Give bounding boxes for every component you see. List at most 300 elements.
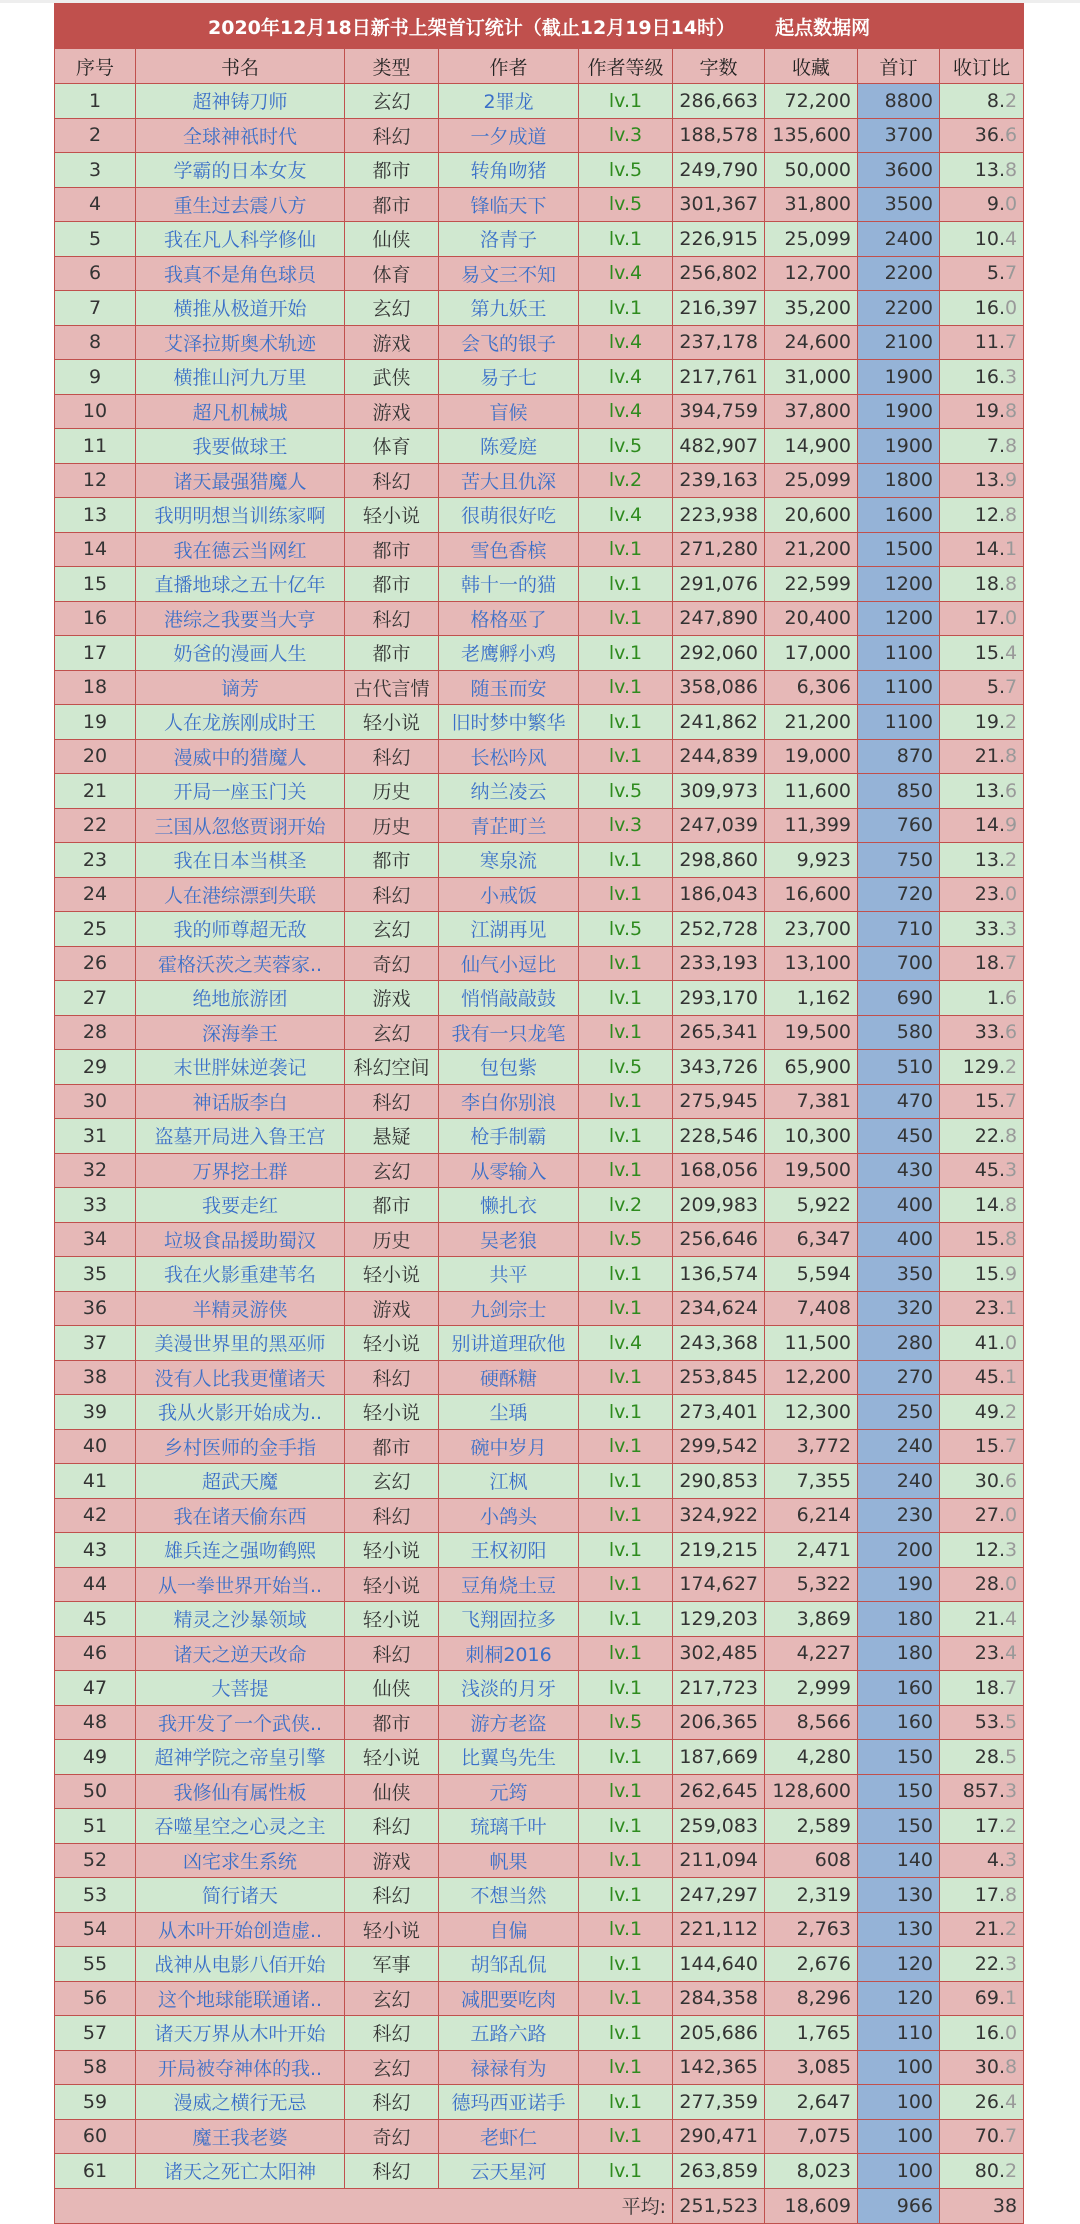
table-row bbox=[55, 325, 1024, 360]
book-name-link[interactable]: 我在诸天偷东西 bbox=[136, 1498, 345, 1533]
author-link[interactable]: 比翼鸟先生 bbox=[439, 1740, 579, 1775]
author-link[interactable]: 德玛西亚诺手 bbox=[439, 2085, 579, 2120]
row-no: 7 bbox=[55, 291, 136, 326]
author-link[interactable]: 青芷町兰 bbox=[439, 808, 579, 843]
author-level: lv.4 bbox=[579, 1326, 673, 1361]
fav-sub-ratio: 13.6 bbox=[940, 774, 1024, 809]
book-name-link[interactable]: 我要做球王 bbox=[136, 429, 345, 464]
author-link[interactable]: 2罪龙 bbox=[439, 84, 579, 119]
table-row bbox=[55, 1705, 1024, 1740]
book-name-link[interactable]: 诸天之逆天改命 bbox=[136, 1636, 345, 1671]
favorites-count: 22,599 bbox=[765, 567, 858, 602]
book-name-link[interactable]: 我明明想当训练家啊 bbox=[136, 498, 345, 533]
fav-sub-ratio: 23.4 bbox=[940, 1636, 1024, 1671]
author-level: lv.1 bbox=[579, 567, 673, 602]
book-name-link[interactable]: 我在德云当网红 bbox=[136, 532, 345, 567]
book-type: 玄幻 bbox=[345, 1464, 439, 1499]
book-name-link[interactable]: 魔王我老婆 bbox=[136, 2119, 345, 2154]
author-link[interactable]: 吴老狼 bbox=[439, 1222, 579, 1257]
row-no: 38 bbox=[55, 1360, 136, 1395]
row-no: 15 bbox=[55, 567, 136, 602]
book-type: 科幻 bbox=[345, 1878, 439, 1913]
ratio-decimal: 3 bbox=[1005, 365, 1018, 388]
ratio-decimal: 2 bbox=[1005, 1814, 1018, 1837]
book-name-link[interactable]: 人在港综漂到失联 bbox=[136, 877, 345, 912]
book-name-link[interactable]: 万界挖土群 bbox=[136, 1153, 345, 1188]
ratio-decimal: 2 bbox=[1005, 710, 1018, 733]
table-row bbox=[55, 1464, 1024, 1499]
author-level: lv.1 bbox=[579, 1015, 673, 1050]
word-count: 241,862 bbox=[673, 705, 765, 740]
word-count: 168,056 bbox=[673, 1153, 765, 1188]
row-no: 5 bbox=[55, 222, 136, 257]
book-name-link[interactable]: 从一拳世界开始当.. bbox=[136, 1567, 345, 1602]
book-name-link[interactable]: 超武天魔 bbox=[136, 1464, 345, 1499]
favorites-count: 13,100 bbox=[765, 946, 858, 981]
book-name-link[interactable]: 超神学院之帝皇引擎 bbox=[136, 1740, 345, 1775]
author-link[interactable]: 别讲道理砍他 bbox=[439, 1326, 579, 1361]
row-no: 23 bbox=[55, 843, 136, 878]
first-subscriptions: 1600 bbox=[858, 498, 940, 533]
book-type: 科幻 bbox=[345, 1498, 439, 1533]
author-link[interactable]: 随玉而安 bbox=[439, 670, 579, 705]
word-count: 302,485 bbox=[673, 1636, 765, 1671]
first-subscriptions: 870 bbox=[858, 739, 940, 774]
fav-sub-ratio: 49.2 bbox=[940, 1395, 1024, 1430]
fav-sub-ratio: 16.3 bbox=[940, 360, 1024, 395]
author-link[interactable]: 格格巫了 bbox=[439, 601, 579, 636]
book-name-link[interactable]: 诸天之死亡太阳神 bbox=[136, 2154, 345, 2189]
favorites-count: 2,319 bbox=[765, 1878, 858, 1913]
book-name-link[interactable]: 全球神祇时代 bbox=[136, 118, 345, 153]
table-row bbox=[55, 1050, 1024, 1085]
author-level: lv.5 bbox=[579, 429, 673, 464]
row-no: 33 bbox=[55, 1188, 136, 1223]
book-name-link[interactable]: 雄兵连之强吻鹤熙 bbox=[136, 1533, 345, 1568]
table-row bbox=[55, 1912, 1024, 1947]
fav-sub-ratio: 26.4 bbox=[940, 2085, 1024, 2120]
word-count: 187,669 bbox=[673, 1740, 765, 1775]
book-name-link[interactable]: 乡村医师的金手指 bbox=[136, 1429, 345, 1464]
ratio-decimal: 0 bbox=[1005, 1573, 1018, 1596]
table-row bbox=[55, 1119, 1024, 1154]
book-name-link[interactable]: 超凡机械城 bbox=[136, 394, 345, 429]
favorites-count: 3,869 bbox=[765, 1602, 858, 1637]
favorites-count: 5,322 bbox=[765, 1567, 858, 1602]
table-row bbox=[55, 1429, 1024, 1464]
first-subscriptions: 1100 bbox=[858, 705, 940, 740]
author-link[interactable]: 刺桐2016 bbox=[439, 1636, 579, 1671]
col-header-author[interactable]: 作者 bbox=[439, 49, 579, 84]
book-name-link[interactable]: 直播地球之五十亿年 bbox=[136, 567, 345, 602]
author-level: lv.1 bbox=[579, 1464, 673, 1499]
author-level: lv.5 bbox=[579, 1705, 673, 1740]
author-link[interactable]: 长松吟风 bbox=[439, 739, 579, 774]
table-row bbox=[55, 1878, 1024, 1913]
book-name-link[interactable]: 这个地球能联通诸.. bbox=[136, 1981, 345, 2016]
ratio-decimal: 3 bbox=[1005, 1849, 1018, 1872]
author-link[interactable]: 从零输入 bbox=[439, 1153, 579, 1188]
header-row bbox=[55, 49, 1024, 84]
row-no: 36 bbox=[55, 1291, 136, 1326]
ratio-decimal: 7 bbox=[1005, 1676, 1018, 1699]
author-link[interactable]: 小鸽头 bbox=[439, 1498, 579, 1533]
book-name-link[interactable]: 我真不是角色球员 bbox=[136, 256, 345, 291]
row-no: 46 bbox=[55, 1636, 136, 1671]
fav-sub-ratio: 36.6 bbox=[940, 118, 1024, 153]
first-subscriptions: 130 bbox=[858, 1912, 940, 1947]
word-count: 286,663 bbox=[673, 84, 765, 119]
first-subscriptions: 240 bbox=[858, 1429, 940, 1464]
author-level: lv.1 bbox=[579, 1947, 673, 1982]
ratio-decimal: 3 bbox=[1005, 1780, 1018, 1803]
ratio-decimal: 8 bbox=[1005, 2056, 1018, 2079]
ratio-decimal: 6 bbox=[1005, 1469, 1018, 1492]
book-name-link[interactable]: 凶宅求生系统 bbox=[136, 1843, 345, 1878]
fav-sub-ratio: 45.1 bbox=[940, 1360, 1024, 1395]
book-name-link[interactable]: 半精灵游侠 bbox=[136, 1291, 345, 1326]
row-no: 39 bbox=[55, 1395, 136, 1430]
book-name-link[interactable]: 漫威之横行无忌 bbox=[136, 2085, 345, 2120]
fav-sub-ratio: 19.8 bbox=[940, 394, 1024, 429]
book-name-link[interactable]: 漫威中的猎魔人 bbox=[136, 739, 345, 774]
author-link[interactable]: 一夕成道 bbox=[439, 118, 579, 153]
book-type: 科幻 bbox=[345, 739, 439, 774]
col-header-no[interactable]: 序号 bbox=[55, 49, 136, 84]
fav-sub-ratio: 5.7 bbox=[940, 256, 1024, 291]
author-link[interactable]: 我有一只龙笔 bbox=[439, 1015, 579, 1050]
book-name-link[interactable]: 横推山河九万里 bbox=[136, 360, 345, 395]
word-count: 263,859 bbox=[673, 2154, 765, 2189]
author-link[interactable]: 豆角烧土豆 bbox=[439, 1567, 579, 1602]
favorites-count: 9,923 bbox=[765, 843, 858, 878]
favorites-count: 1,162 bbox=[765, 981, 858, 1016]
fav-sub-ratio: 12.8 bbox=[940, 498, 1024, 533]
author-level: lv.1 bbox=[579, 1567, 673, 1602]
row-no: 12 bbox=[55, 463, 136, 498]
book-name-link[interactable]: 开局被夺神体的我.. bbox=[136, 2050, 345, 2085]
book-name-link[interactable]: 横推从极道开始 bbox=[136, 291, 345, 326]
author-link[interactable]: 寒泉流 bbox=[439, 843, 579, 878]
author-link[interactable]: 老鹰孵小鸡 bbox=[439, 636, 579, 671]
row-no: 16 bbox=[55, 601, 136, 636]
author-level: lv.1 bbox=[579, 1602, 673, 1637]
author-link[interactable]: 苦大且仇深 bbox=[439, 463, 579, 498]
author-link[interactable]: 王权初阳 bbox=[439, 1533, 579, 1568]
row-no: 26 bbox=[55, 946, 136, 981]
first-subscriptions: 2200 bbox=[858, 291, 940, 326]
first-subscriptions: 150 bbox=[858, 1740, 940, 1775]
fav-sub-ratio: 23.0 bbox=[940, 877, 1024, 912]
book-name-link[interactable]: 大菩提 bbox=[136, 1671, 345, 1706]
row-no: 31 bbox=[55, 1119, 136, 1154]
author-link[interactable]: 雪色香槟 bbox=[439, 532, 579, 567]
author-link[interactable]: 老虾仁 bbox=[439, 2119, 579, 2154]
book-name-link[interactable]: 我在日本当棋圣 bbox=[136, 843, 345, 878]
fav-sub-ratio: 11.7 bbox=[940, 325, 1024, 360]
table-row bbox=[55, 1636, 1024, 1671]
book-name-link[interactable]: 我从火影开始成为.. bbox=[136, 1395, 345, 1430]
table-row bbox=[55, 739, 1024, 774]
book-name-link[interactable]: 吞噬星空之心灵之主 bbox=[136, 1809, 345, 1844]
ratio-decimal: 4 bbox=[1005, 1607, 1018, 1630]
author-link[interactable]: 会飞的银子 bbox=[439, 325, 579, 360]
book-name-link[interactable]: 盗墓开局进入鲁王宫 bbox=[136, 1119, 345, 1154]
table-row bbox=[55, 1395, 1024, 1430]
author-link[interactable]: 洛青子 bbox=[439, 222, 579, 257]
row-no: 45 bbox=[55, 1602, 136, 1637]
author-link[interactable]: 自偏 bbox=[439, 1912, 579, 1947]
word-count: 129,203 bbox=[673, 1602, 765, 1637]
book-name-link[interactable]: 超神铸刀师 bbox=[136, 84, 345, 119]
book-name-link[interactable]: 学霸的日本女友 bbox=[136, 153, 345, 188]
author-link[interactable]: 浅淡的月牙 bbox=[439, 1671, 579, 1706]
row-no: 29 bbox=[55, 1050, 136, 1085]
author-level: lv.5 bbox=[579, 187, 673, 222]
book-name-link[interactable]: 我开发了一个武侠.. bbox=[136, 1705, 345, 1740]
table-row bbox=[55, 1015, 1024, 1050]
author-link[interactable]: 包包紫 bbox=[439, 1050, 579, 1085]
book-type: 游戏 bbox=[345, 394, 439, 429]
book-name-link[interactable]: 我的师尊超无敌 bbox=[136, 912, 345, 947]
favorites-count: 72,200 bbox=[765, 84, 858, 119]
favorites-count: 608 bbox=[765, 1843, 858, 1878]
word-count: 247,039 bbox=[673, 808, 765, 843]
book-name-link[interactable]: 战神从电影八佰开始 bbox=[136, 1947, 345, 1982]
col-header-words[interactable]: 字数 bbox=[673, 49, 765, 84]
row-no: 13 bbox=[55, 498, 136, 533]
table-row bbox=[55, 429, 1024, 464]
book-name-link[interactable]: 诸天万界从木叶开始 bbox=[136, 2016, 345, 2051]
book-name-link[interactable]: 神话版李白 bbox=[136, 1084, 345, 1119]
author-link[interactable]: 第九妖王 bbox=[439, 291, 579, 326]
book-type: 科幻 bbox=[345, 2016, 439, 2051]
author-link[interactable]: 悄悄敲敲鼓 bbox=[439, 981, 579, 1016]
book-name-link[interactable]: 绝地旅游团 bbox=[136, 981, 345, 1016]
first-subscriptions: 160 bbox=[858, 1671, 940, 1706]
col-header-name[interactable]: 书名 bbox=[136, 49, 345, 84]
author-level: lv.1 bbox=[579, 877, 673, 912]
row-no: 51 bbox=[55, 1809, 136, 1844]
book-name-link[interactable]: 没有人比我更懂诸天 bbox=[136, 1360, 345, 1395]
table-row bbox=[55, 463, 1024, 498]
book-name-link[interactable]: 垃圾食品援助蜀汉 bbox=[136, 1222, 345, 1257]
first-subscriptions: 2200 bbox=[858, 256, 940, 291]
author-link[interactable]: 碗中岁月 bbox=[439, 1429, 579, 1464]
author-link[interactable]: 纳兰凌云 bbox=[439, 774, 579, 809]
favorites-count: 35,200 bbox=[765, 291, 858, 326]
book-type: 体育 bbox=[345, 256, 439, 291]
author-link[interactable]: 江枫 bbox=[439, 1464, 579, 1499]
table-row bbox=[55, 1533, 1024, 1568]
author-link[interactable]: 云天星河 bbox=[439, 2154, 579, 2189]
author-level: lv.1 bbox=[579, 2154, 673, 2189]
author-link[interactable]: 减肥要吃肉 bbox=[439, 1981, 579, 2016]
col-header-first[interactable]: 首订 bbox=[858, 49, 940, 84]
ratio-decimal: 8 bbox=[1005, 158, 1018, 181]
ratio-decimal: 9 bbox=[1005, 1262, 1018, 1285]
first-subscriptions: 720 bbox=[858, 877, 940, 912]
author-level: lv.1 bbox=[579, 636, 673, 671]
book-type: 轻小说 bbox=[345, 1257, 439, 1292]
book-name-link[interactable]: 三国从忽悠贾诩开始 bbox=[136, 808, 345, 843]
author-level: lv.1 bbox=[579, 291, 673, 326]
author-level: lv.1 bbox=[579, 2119, 673, 2154]
book-name-link[interactable]: 美漫世界里的黑巫师 bbox=[136, 1326, 345, 1361]
author-link[interactable]: 尘瑀 bbox=[439, 1395, 579, 1430]
book-type: 游戏 bbox=[345, 1843, 439, 1878]
fav-sub-ratio: 9.0 bbox=[940, 187, 1024, 222]
book-type: 仙侠 bbox=[345, 222, 439, 257]
first-subscriptions: 400 bbox=[858, 1188, 940, 1223]
favorites-count: 12,300 bbox=[765, 1395, 858, 1430]
stats-table bbox=[54, 3, 1024, 2224]
author-link[interactable]: 帆果 bbox=[439, 1843, 579, 1878]
author-link[interactable]: 飞翔固拉多 bbox=[439, 1602, 579, 1637]
favorites-count: 6,306 bbox=[765, 670, 858, 705]
author-link[interactable]: 懒扎衣 bbox=[439, 1188, 579, 1223]
author-link[interactable]: 转角吻猪 bbox=[439, 153, 579, 188]
ratio-decimal: 1 bbox=[1005, 538, 1018, 561]
author-link[interactable]: 五路六路 bbox=[439, 2016, 579, 2051]
book-name-link[interactable]: 我在凡人科学修仙 bbox=[136, 222, 345, 257]
row-no: 3 bbox=[55, 153, 136, 188]
author-link[interactable]: 共平 bbox=[439, 1257, 579, 1292]
author-link[interactable]: 游方老盗 bbox=[439, 1705, 579, 1740]
author-link[interactable]: 很萌很好吃 bbox=[439, 498, 579, 533]
author-link[interactable]: 锋临天下 bbox=[439, 187, 579, 222]
book-type: 仙侠 bbox=[345, 1671, 439, 1706]
ratio-decimal: 6 bbox=[1005, 124, 1018, 147]
row-no: 50 bbox=[55, 1774, 136, 1809]
fav-sub-ratio: 17.2 bbox=[940, 1809, 1024, 1844]
author-link[interactable]: 易子七 bbox=[439, 360, 579, 395]
favorites-count: 19,500 bbox=[765, 1015, 858, 1050]
row-no: 24 bbox=[55, 877, 136, 912]
author-level: lv.1 bbox=[579, 1636, 673, 1671]
row-no: 2 bbox=[55, 118, 136, 153]
author-link[interactable]: 小戒饭 bbox=[439, 877, 579, 912]
ratio-decimal: 6 bbox=[1005, 779, 1018, 802]
favorites-count: 50,000 bbox=[765, 153, 858, 188]
word-count: 299,542 bbox=[673, 1429, 765, 1464]
first-subscriptions: 150 bbox=[858, 1809, 940, 1844]
row-no: 22 bbox=[55, 808, 136, 843]
book-name-link[interactable]: 艾泽拉斯奥术轨迹 bbox=[136, 325, 345, 360]
book-name-link[interactable]: 深海拳王 bbox=[136, 1015, 345, 1050]
author-level: lv.1 bbox=[579, 1843, 673, 1878]
row-no: 11 bbox=[55, 429, 136, 464]
favorites-count: 6,214 bbox=[765, 1498, 858, 1533]
author-link[interactable]: 元筠 bbox=[439, 1774, 579, 1809]
book-name-link[interactable]: 我要走红 bbox=[136, 1188, 345, 1223]
fav-sub-ratio: 7.8 bbox=[940, 429, 1024, 464]
table-row bbox=[55, 1222, 1024, 1257]
author-link[interactable]: 李白你别浪 bbox=[439, 1084, 579, 1119]
table-row bbox=[55, 498, 1024, 533]
author-link[interactable]: 韩十一的猫 bbox=[439, 567, 579, 602]
book-name-link[interactable]: 从木叶开始创造虚.. bbox=[136, 1912, 345, 1947]
col-header-type[interactable]: 类型 bbox=[345, 49, 439, 84]
favorites-count: 11,399 bbox=[765, 808, 858, 843]
book-name-link[interactable]: 霍格沃茨之芙蓉家.. bbox=[136, 946, 345, 981]
author-link[interactable]: 陈爱庭 bbox=[439, 429, 579, 464]
book-name-link[interactable]: 开局一座玉门关 bbox=[136, 774, 345, 809]
author-link[interactable]: 枪手制霸 bbox=[439, 1119, 579, 1154]
word-count: 217,761 bbox=[673, 360, 765, 395]
book-name-link[interactable]: 谪芳 bbox=[136, 670, 345, 705]
favorites-count: 5,594 bbox=[765, 1257, 858, 1292]
book-type: 都市 bbox=[345, 187, 439, 222]
author-link[interactable]: 九剑宗士 bbox=[439, 1291, 579, 1326]
book-name-link[interactable]: 奶爸的漫画人生 bbox=[136, 636, 345, 671]
table-row bbox=[55, 1291, 1024, 1326]
book-name-link[interactable]: 精灵之沙暴领域 bbox=[136, 1602, 345, 1637]
author-link[interactable]: 易文三不知 bbox=[439, 256, 579, 291]
ratio-decimal: 2 bbox=[1005, 2159, 1018, 2182]
ratio-decimal: 2 bbox=[1005, 1055, 1018, 1078]
author-link[interactable]: 盲候 bbox=[439, 394, 579, 429]
book-type: 玄幻 bbox=[345, 1015, 439, 1050]
word-count: 233,193 bbox=[673, 946, 765, 981]
author-link[interactable]: 仙气小逗比 bbox=[439, 946, 579, 981]
author-link[interactable]: 不想当然 bbox=[439, 1878, 579, 1913]
col-header-level[interactable]: 作者等级 bbox=[579, 49, 673, 84]
first-subscriptions: 180 bbox=[858, 1636, 940, 1671]
first-subscriptions: 1200 bbox=[858, 567, 940, 602]
fav-sub-ratio: 13.2 bbox=[940, 843, 1024, 878]
favorites-count: 7,355 bbox=[765, 1464, 858, 1499]
ratio-decimal: 7 bbox=[1005, 331, 1018, 354]
book-name-link[interactable]: 人在龙族刚成时王 bbox=[136, 705, 345, 740]
favorites-count: 3,085 bbox=[765, 2050, 858, 2085]
book-name-link[interactable]: 诸天最强猎魔人 bbox=[136, 463, 345, 498]
author-link[interactable]: 旧时梦中繁华 bbox=[439, 705, 579, 740]
word-count: 301,367 bbox=[673, 187, 765, 222]
book-name-link[interactable]: 重生过去震八方 bbox=[136, 187, 345, 222]
author-level: lv.1 bbox=[579, 1257, 673, 1292]
author-level: lv.1 bbox=[579, 1809, 673, 1844]
fav-sub-ratio: 16.0 bbox=[940, 2016, 1024, 2051]
author-link[interactable]: 琉璃千叶 bbox=[439, 1809, 579, 1844]
book-name-link[interactable]: 港综之我要当大亨 bbox=[136, 601, 345, 636]
author-link[interactable]: 江湖再见 bbox=[439, 912, 579, 947]
book-name-link[interactable]: 我在火影重建苇名 bbox=[136, 1257, 345, 1292]
row-no: 43 bbox=[55, 1533, 136, 1568]
author-link[interactable]: 胡邹乱侃 bbox=[439, 1947, 579, 1982]
fav-sub-ratio: 70.7 bbox=[940, 2119, 1024, 2154]
table-row bbox=[55, 636, 1024, 671]
favorites-count: 2,471 bbox=[765, 1533, 858, 1568]
author-link[interactable]: 硬酥糖 bbox=[439, 1360, 579, 1395]
favorites-count: 4,227 bbox=[765, 1636, 858, 1671]
word-count: 273,401 bbox=[673, 1395, 765, 1430]
author-link[interactable]: 禄禄有为 bbox=[439, 2050, 579, 2085]
book-type: 轻小说 bbox=[345, 1912, 439, 1947]
book-type: 都市 bbox=[345, 153, 439, 188]
ratio-decimal: 3 bbox=[1005, 1159, 1018, 1182]
book-name-link[interactable]: 简行诸天 bbox=[136, 1878, 345, 1913]
col-header-fav[interactable]: 收藏 bbox=[765, 49, 858, 84]
book-name-link[interactable]: 我修仙有属性板 bbox=[136, 1774, 345, 1809]
ratio-decimal: 3 bbox=[1005, 1952, 1018, 1975]
author-level: lv.1 bbox=[579, 532, 673, 567]
table-row bbox=[55, 1947, 1024, 1982]
first-subscriptions: 200 bbox=[858, 1533, 940, 1568]
book-name-link[interactable]: 末世胖妹逆袭记 bbox=[136, 1050, 345, 1085]
col-header-ratio[interactable]: 收订比 bbox=[940, 49, 1024, 84]
book-type: 科幻 bbox=[345, 2154, 439, 2189]
